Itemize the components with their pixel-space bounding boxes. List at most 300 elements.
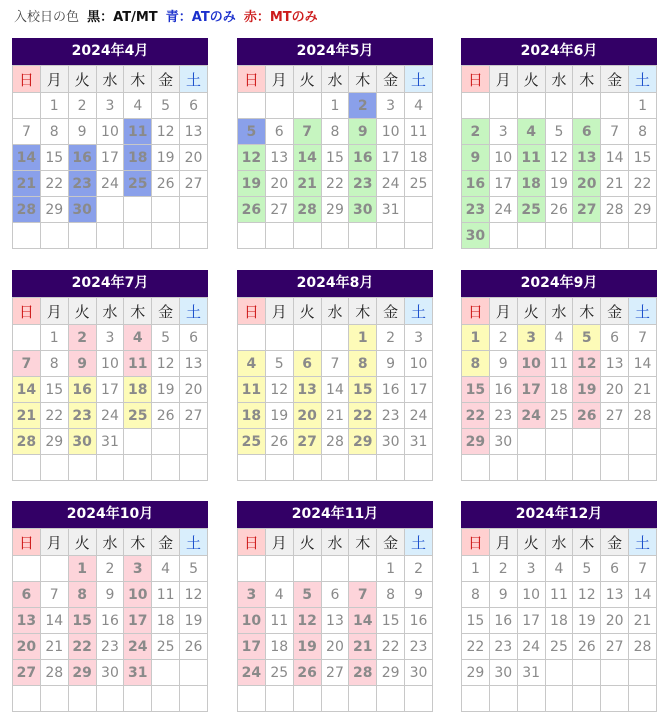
day-cell: 2	[405, 556, 433, 582]
day-cell: 7	[349, 582, 377, 608]
legend	[14, 6, 322, 25]
empty-cell	[545, 429, 573, 455]
day-cell: 14	[40, 608, 68, 634]
month-title: 2024年5月	[237, 38, 433, 65]
day-cell: 4	[124, 93, 152, 119]
day-cell: 6	[601, 556, 629, 582]
weekday-header: 火	[293, 529, 321, 556]
empty-cell	[124, 223, 152, 249]
month-title: 2024年12月	[461, 501, 657, 528]
day-cell: 31	[517, 660, 545, 686]
day-cell: 30	[68, 429, 96, 455]
day-cell: 16	[489, 608, 517, 634]
empty-cell	[68, 455, 96, 481]
day-cell: 29	[40, 429, 68, 455]
day-cell: 27	[293, 429, 321, 455]
day-cell: 25	[124, 171, 152, 197]
day-cell: 30	[349, 197, 377, 223]
empty-cell	[13, 93, 41, 119]
month-title: 2024年11月	[237, 501, 433, 528]
empty-cell	[96, 686, 124, 712]
day-cell: 1	[629, 93, 657, 119]
empty-cell	[349, 556, 377, 582]
day-cell: 14	[13, 377, 41, 403]
day-cell: 20	[180, 145, 208, 171]
day-cell: 25	[545, 403, 573, 429]
day-cell: 6	[601, 325, 629, 351]
day-cell: 18	[238, 403, 266, 429]
day-cell: 3	[517, 556, 545, 582]
empty-cell	[180, 660, 208, 686]
day-cell: 8	[40, 119, 68, 145]
day-cell: 30	[96, 660, 124, 686]
calendar-2024-12	[461, 501, 657, 712]
day-cell: 29	[321, 197, 349, 223]
day-cell: 28	[293, 197, 321, 223]
weekday-header: 木	[573, 298, 601, 325]
day-cell: 8	[462, 582, 490, 608]
empty-cell	[629, 223, 657, 249]
day-cell: 13	[180, 351, 208, 377]
day-cell: 16	[405, 608, 433, 634]
day-cell: 3	[96, 325, 124, 351]
empty-cell	[13, 325, 41, 351]
day-cell: 6	[573, 119, 601, 145]
day-cell: 12	[293, 608, 321, 634]
day-cell: 19	[152, 377, 180, 403]
day-cell: 19	[573, 377, 601, 403]
day-cell: 21	[601, 171, 629, 197]
day-cell: 22	[68, 634, 96, 660]
empty-cell	[238, 325, 266, 351]
day-cell: 19	[180, 608, 208, 634]
empty-cell	[601, 429, 629, 455]
day-cell: 2	[96, 556, 124, 582]
day-cell: 8	[349, 351, 377, 377]
weekday-header: 金	[601, 529, 629, 556]
weekday-header: 月	[265, 529, 293, 556]
day-cell: 20	[573, 171, 601, 197]
day-cell: 12	[180, 582, 208, 608]
day-cell: 17	[517, 377, 545, 403]
day-cell: 16	[68, 145, 96, 171]
day-cell: 24	[405, 403, 433, 429]
day-cell: 12	[265, 377, 293, 403]
day-cell: 22	[349, 403, 377, 429]
day-cell: 18	[405, 145, 433, 171]
day-cell: 28	[13, 197, 41, 223]
day-cell: 13	[265, 145, 293, 171]
day-cell: 10	[489, 145, 517, 171]
day-cell: 20	[13, 634, 41, 660]
day-cell: 20	[601, 608, 629, 634]
weekday-header: 土	[405, 66, 433, 93]
empty-cell	[573, 455, 601, 481]
day-cell: 19	[265, 403, 293, 429]
day-cell: 26	[238, 197, 266, 223]
empty-cell	[152, 455, 180, 481]
empty-cell	[489, 223, 517, 249]
day-cell: 26	[180, 634, 208, 660]
empty-cell	[321, 556, 349, 582]
empty-cell	[517, 686, 545, 712]
weekday-header: 木	[573, 529, 601, 556]
day-cell: 18	[152, 608, 180, 634]
day-cell: 16	[462, 171, 490, 197]
calendar-2024-09	[461, 270, 657, 481]
day-cell: 5	[545, 119, 573, 145]
day-cell: 6	[321, 582, 349, 608]
month-grid	[12, 65, 208, 249]
weekday-header: 火	[68, 66, 96, 93]
day-cell: 28	[40, 660, 68, 686]
empty-cell	[124, 429, 152, 455]
day-cell: 23	[96, 634, 124, 660]
month-grid	[461, 297, 657, 481]
empty-cell	[40, 686, 68, 712]
weekday-header: 火	[517, 529, 545, 556]
day-cell: 17	[517, 608, 545, 634]
day-cell: 19	[238, 171, 266, 197]
weekday-header: 火	[517, 66, 545, 93]
day-cell: 15	[377, 608, 405, 634]
day-cell: 16	[489, 377, 517, 403]
empty-cell	[293, 325, 321, 351]
day-cell: 2	[377, 325, 405, 351]
day-cell: 2	[462, 119, 490, 145]
empty-cell	[293, 455, 321, 481]
day-cell: 24	[489, 197, 517, 223]
weekday-header: 土	[405, 529, 433, 556]
empty-cell	[265, 325, 293, 351]
empty-cell	[238, 93, 266, 119]
empty-cell	[13, 556, 41, 582]
day-cell: 18	[545, 608, 573, 634]
day-cell: 18	[124, 377, 152, 403]
empty-cell	[377, 686, 405, 712]
empty-cell	[152, 223, 180, 249]
empty-cell	[13, 686, 41, 712]
empty-cell	[517, 455, 545, 481]
day-cell: 26	[573, 403, 601, 429]
day-cell: 12	[152, 119, 180, 145]
calendar-2024-04	[12, 38, 208, 249]
weekday-header: 日	[462, 529, 490, 556]
weekday-header: 土	[180, 66, 208, 93]
weekday-header: 月	[265, 66, 293, 93]
day-cell: 6	[265, 119, 293, 145]
day-cell: 3	[96, 93, 124, 119]
empty-cell	[517, 429, 545, 455]
day-cell: 18	[545, 377, 573, 403]
empty-cell	[96, 455, 124, 481]
calendar-2024-05	[237, 38, 433, 249]
empty-cell	[517, 93, 545, 119]
day-cell: 7	[293, 119, 321, 145]
empty-cell	[40, 223, 68, 249]
day-cell: 10	[96, 119, 124, 145]
day-cell: 15	[462, 608, 490, 634]
empty-cell	[545, 455, 573, 481]
empty-cell	[321, 325, 349, 351]
month-grid	[461, 528, 657, 712]
day-cell: 15	[321, 145, 349, 171]
day-cell: 17	[96, 145, 124, 171]
day-cell: 21	[293, 171, 321, 197]
day-cell: 30	[377, 429, 405, 455]
calendar-2024-10	[12, 501, 208, 712]
day-cell: 16	[377, 377, 405, 403]
day-cell: 2	[489, 556, 517, 582]
day-cell: 3	[377, 93, 405, 119]
day-cell: 11	[517, 145, 545, 171]
day-cell: 23	[68, 403, 96, 429]
day-cell: 29	[462, 429, 490, 455]
day-cell: 24	[238, 660, 266, 686]
day-cell: 14	[601, 145, 629, 171]
weekday-header: 月	[489, 298, 517, 325]
empty-cell	[180, 197, 208, 223]
legend-black: 黒：AT/MT	[87, 10, 158, 25]
empty-cell	[489, 93, 517, 119]
weekday-header: 水	[96, 298, 124, 325]
day-cell: 28	[349, 660, 377, 686]
day-cell: 4	[152, 556, 180, 582]
weekday-header: 木	[349, 66, 377, 93]
empty-cell	[293, 556, 321, 582]
day-cell: 19	[293, 634, 321, 660]
empty-cell	[601, 455, 629, 481]
weekday-header: 土	[180, 529, 208, 556]
day-cell: 23	[405, 634, 433, 660]
day-cell: 18	[124, 145, 152, 171]
day-cell: 13	[601, 351, 629, 377]
empty-cell	[238, 556, 266, 582]
day-cell: 22	[321, 171, 349, 197]
day-cell: 30	[462, 223, 490, 249]
weekday-header: 水	[545, 298, 573, 325]
day-cell: 21	[321, 403, 349, 429]
day-cell: 1	[321, 93, 349, 119]
day-cell: 10	[405, 351, 433, 377]
day-cell: 23	[489, 634, 517, 660]
day-cell: 28	[601, 197, 629, 223]
empty-cell	[68, 686, 96, 712]
day-cell: 17	[489, 171, 517, 197]
day-cell: 3	[517, 325, 545, 351]
day-cell: 9	[489, 351, 517, 377]
day-cell: 24	[377, 171, 405, 197]
day-cell: 5	[293, 582, 321, 608]
day-cell: 13	[601, 582, 629, 608]
day-cell: 22	[629, 171, 657, 197]
day-cell: 11	[405, 119, 433, 145]
day-cell: 9	[349, 119, 377, 145]
empty-cell	[124, 455, 152, 481]
weekday-header: 日	[13, 298, 41, 325]
month-title: 2024年8月	[237, 270, 433, 297]
empty-cell	[68, 223, 96, 249]
empty-cell	[152, 686, 180, 712]
legend-blue: 青：ATのみ	[165, 10, 236, 25]
day-cell: 29	[629, 197, 657, 223]
day-cell: 17	[405, 377, 433, 403]
day-cell: 23	[349, 171, 377, 197]
day-cell: 4	[545, 325, 573, 351]
day-cell: 8	[462, 351, 490, 377]
day-cell: 14	[629, 351, 657, 377]
legend-title: 入校日の色	[14, 10, 80, 25]
empty-cell	[601, 93, 629, 119]
empty-cell	[545, 93, 573, 119]
day-cell: 25	[124, 403, 152, 429]
day-cell: 10	[238, 608, 266, 634]
day-cell: 22	[462, 403, 490, 429]
month-title: 2024年4月	[12, 38, 208, 65]
day-cell: 28	[629, 634, 657, 660]
day-cell: 29	[462, 660, 490, 686]
day-cell: 4	[517, 119, 545, 145]
day-cell: 8	[68, 582, 96, 608]
day-cell: 9	[96, 582, 124, 608]
day-cell: 12	[545, 145, 573, 171]
empty-cell	[545, 223, 573, 249]
day-cell: 12	[152, 351, 180, 377]
calendar-2024-07	[12, 270, 208, 481]
day-cell: 21	[629, 377, 657, 403]
empty-cell	[349, 223, 377, 249]
empty-cell	[462, 455, 490, 481]
day-cell: 1	[377, 556, 405, 582]
weekday-header: 木	[124, 298, 152, 325]
weekday-header: 金	[377, 66, 405, 93]
day-cell: 27	[13, 660, 41, 686]
day-cell: 21	[629, 608, 657, 634]
day-cell: 9	[68, 351, 96, 377]
empty-cell	[405, 197, 433, 223]
empty-cell	[629, 429, 657, 455]
weekday-header: 金	[152, 529, 180, 556]
day-cell: 6	[180, 93, 208, 119]
day-cell: 11	[265, 608, 293, 634]
weekday-header: 木	[124, 529, 152, 556]
day-cell: 2	[349, 93, 377, 119]
day-cell: 10	[517, 582, 545, 608]
day-cell: 4	[545, 556, 573, 582]
weekday-header: 日	[238, 529, 266, 556]
day-cell: 7	[629, 556, 657, 582]
month-title: 2024年10月	[12, 501, 208, 528]
day-cell: 27	[180, 403, 208, 429]
day-cell: 26	[573, 634, 601, 660]
empty-cell	[265, 223, 293, 249]
weekday-header: 日	[13, 529, 41, 556]
empty-cell	[238, 686, 266, 712]
empty-cell	[265, 556, 293, 582]
day-cell: 31	[124, 660, 152, 686]
day-cell: 25	[152, 634, 180, 660]
weekday-header: 月	[40, 298, 68, 325]
day-cell: 14	[349, 608, 377, 634]
day-cell: 23	[68, 171, 96, 197]
empty-cell	[573, 660, 601, 686]
day-cell: 13	[573, 145, 601, 171]
day-cell: 15	[68, 608, 96, 634]
month-grid	[12, 297, 208, 481]
day-cell: 25	[517, 197, 545, 223]
day-cell: 17	[238, 634, 266, 660]
weekday-header: 月	[489, 529, 517, 556]
empty-cell	[321, 223, 349, 249]
empty-cell	[517, 223, 545, 249]
day-cell: 2	[68, 93, 96, 119]
empty-cell	[405, 223, 433, 249]
month-grid	[237, 297, 433, 481]
day-cell: 15	[629, 145, 657, 171]
empty-cell	[489, 686, 517, 712]
day-cell: 29	[68, 660, 96, 686]
month-title: 2024年7月	[12, 270, 208, 297]
day-cell: 9	[405, 582, 433, 608]
day-cell: 29	[349, 429, 377, 455]
day-cell: 4	[124, 325, 152, 351]
day-cell: 28	[321, 429, 349, 455]
weekday-header: 火	[293, 66, 321, 93]
day-cell: 17	[124, 608, 152, 634]
day-cell: 31	[96, 429, 124, 455]
empty-cell	[545, 686, 573, 712]
day-cell: 11	[124, 119, 152, 145]
empty-cell	[489, 455, 517, 481]
day-cell: 23	[462, 197, 490, 223]
day-cell: 11	[545, 582, 573, 608]
weekday-header: 土	[180, 298, 208, 325]
weekday-header: 木	[349, 298, 377, 325]
day-cell: 27	[601, 403, 629, 429]
day-cell: 1	[349, 325, 377, 351]
empty-cell	[40, 556, 68, 582]
day-cell: 5	[152, 93, 180, 119]
weekday-header: 木	[349, 529, 377, 556]
empty-cell	[180, 223, 208, 249]
weekday-header: 日	[462, 66, 490, 93]
day-cell: 1	[462, 556, 490, 582]
day-cell: 1	[40, 325, 68, 351]
empty-cell	[573, 93, 601, 119]
weekday-header: 月	[265, 298, 293, 325]
day-cell: 10	[124, 582, 152, 608]
day-cell: 6	[293, 351, 321, 377]
day-cell: 30	[489, 429, 517, 455]
day-cell: 21	[40, 634, 68, 660]
day-cell: 14	[629, 582, 657, 608]
weekday-header: 金	[601, 66, 629, 93]
weekday-header: 水	[545, 66, 573, 93]
empty-cell	[96, 197, 124, 223]
day-cell: 11	[124, 351, 152, 377]
day-cell: 18	[265, 634, 293, 660]
day-cell: 24	[96, 403, 124, 429]
day-cell: 26	[265, 429, 293, 455]
empty-cell	[377, 223, 405, 249]
day-cell: 24	[124, 634, 152, 660]
weekday-header: 土	[629, 66, 657, 93]
month-grid	[237, 65, 433, 249]
day-cell: 13	[180, 119, 208, 145]
weekday-header: 水	[321, 529, 349, 556]
day-cell: 13	[321, 608, 349, 634]
empty-cell	[13, 455, 41, 481]
